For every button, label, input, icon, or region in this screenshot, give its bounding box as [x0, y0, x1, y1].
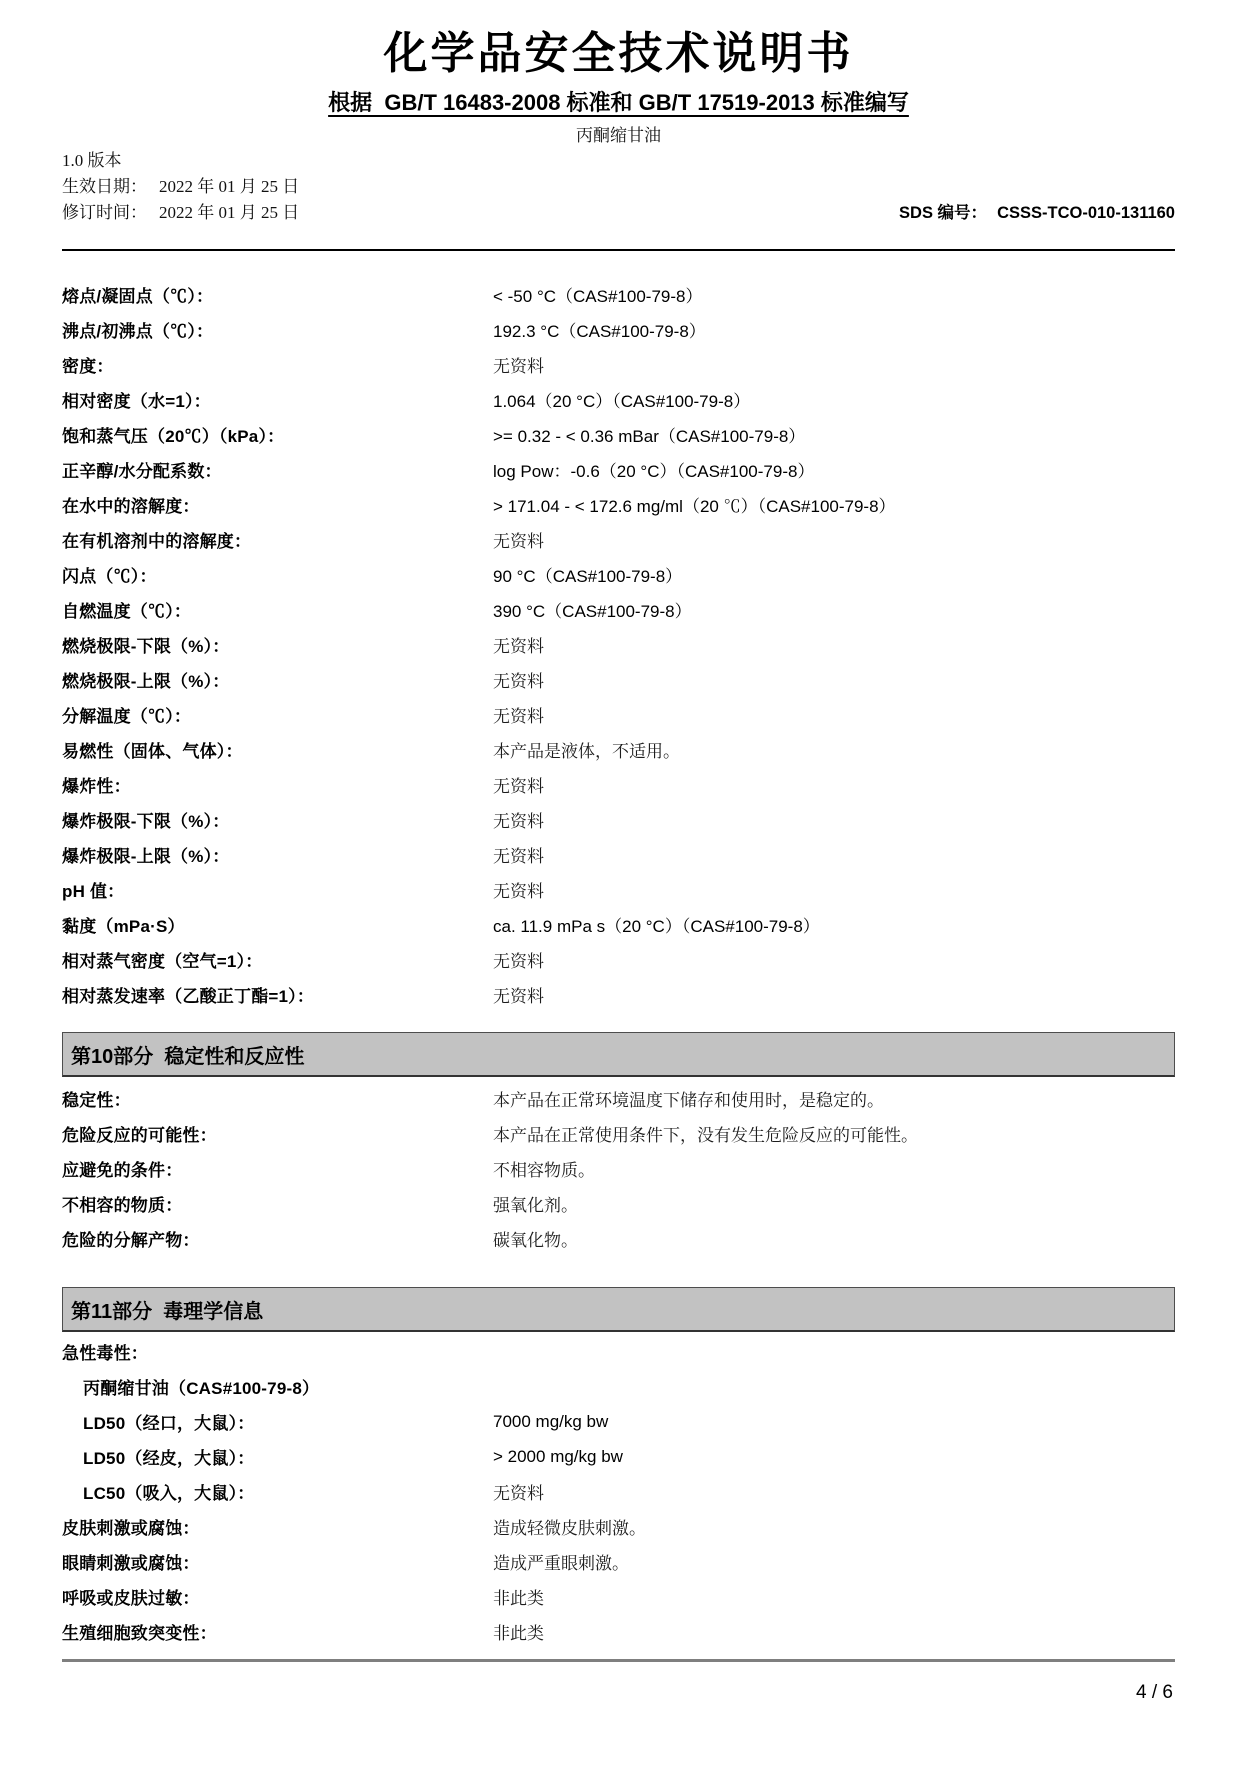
row-label: 沸点/初沸点（℃）： [62, 322, 214, 341]
row-label: 生殖细胞致突变性： [62, 1624, 217, 1643]
row-value: 非此类 [493, 1589, 544, 1608]
table-row [62, 1081, 1175, 1116]
sds-number-group [899, 201, 1175, 225]
section-10-heading: 第10部分 稳定性和反应性 [71, 1045, 305, 1068]
table-row [62, 1544, 1175, 1579]
row-value: 无资料 [493, 357, 544, 376]
table-row [62, 907, 1175, 942]
row-value: 无资料 [493, 532, 544, 551]
table-row [62, 1579, 1175, 1614]
row-value: ca. 11.9 mPa s（20 °C）（CAS#100-79-8） [493, 917, 820, 936]
footer-divider [62, 1659, 1175, 1662]
table-row [62, 767, 1175, 802]
row-value: 造成轻微皮肤刺激。 [493, 1519, 646, 1538]
row-value: 无资料 [493, 777, 544, 796]
sds-number-value: CSSS-TCO-010-131160 [997, 204, 1175, 222]
row-label: 相对密度（水=1）： [62, 392, 211, 411]
row-label: 密度： [62, 357, 114, 376]
revision-date-line [62, 201, 1175, 225]
table-row [62, 1474, 1175, 1509]
section-10-header [62, 1032, 1175, 1077]
document-title: 化学品安全技术说明书 [383, 29, 854, 78]
row-label: 爆炸极限-上限（%）： [62, 847, 230, 866]
row-value: 不相容物质。 [493, 1161, 595, 1180]
row-value: 无资料 [493, 882, 544, 901]
section-10-table [62, 1081, 1175, 1256]
table-row [62, 1369, 1175, 1404]
table-row [62, 802, 1175, 837]
row-label: 相对蒸气密度（空气=1）： [62, 952, 263, 971]
table-row [62, 522, 1175, 557]
row-value: 本产品在正常环境温度下储存和使用时，是稳定的。 [493, 1091, 884, 1110]
table-row [62, 487, 1175, 522]
revision-date-label: 修订时间： [62, 203, 147, 222]
product-name: 丙酮缩甘油 [576, 126, 661, 145]
effective-date-label: 生效日期： [62, 177, 147, 196]
row-value: 7000 mg/kg bw [493, 1411, 609, 1431]
table-row [62, 312, 1175, 347]
row-value: 非此类 [493, 1624, 544, 1643]
revision-date-group [62, 201, 299, 225]
row-label: 分解温度（℃）： [62, 707, 192, 726]
row-value: 90 °C（CAS#100-79-8） [493, 567, 683, 586]
row-label: 正辛醇/水分配系数： [62, 462, 222, 481]
row-value: >= 0.32 - < 0.36 mBar（CAS#100-79-8） [493, 427, 806, 446]
table-row [62, 557, 1175, 592]
row-label: 燃烧极限-下限（%）： [62, 637, 230, 656]
table-row [62, 277, 1175, 312]
section-11-heading: 第11部分 毒理学信息 [71, 1300, 264, 1323]
document-subtitle: 根据 GB/T 16483-2008 标准和 GB/T 17519-2013 标准编写 [328, 90, 909, 115]
row-value: 无资料 [493, 987, 544, 1006]
table-row [62, 942, 1175, 977]
table-row [62, 592, 1175, 627]
row-value: > 2000 mg/kg bw [493, 1446, 623, 1466]
row-label: 危险的分解产物： [62, 1231, 200, 1250]
row-value: 造成严重眼刺激。 [493, 1554, 629, 1573]
table-row [62, 837, 1175, 872]
page-number: 4 / 6 [1136, 1682, 1173, 1703]
row-label: 在水中的溶解度： [62, 497, 200, 516]
row-label: 相对蒸发速率（乙酸正丁酯=1）： [62, 987, 315, 1006]
table-row [62, 872, 1175, 907]
table-row [62, 627, 1175, 662]
effective-date-value: 2022 年 01 月 25 日 [159, 177, 300, 196]
row-value: 192.3 °C（CAS#100-79-8） [493, 322, 706, 341]
row-label: LC50（吸入，大鼠）： [83, 1484, 255, 1503]
table-row [62, 1221, 1175, 1256]
physical-properties-table [62, 277, 1175, 1012]
row-value: 本产品是液体，不适用。 [493, 742, 680, 761]
table-row [62, 417, 1175, 452]
row-value: 无资料 [493, 637, 544, 656]
row-label: 闪点（℃）： [62, 567, 157, 586]
row-value: 强氧化剂。 [493, 1196, 578, 1215]
row-value: 碳氧化物。 [493, 1231, 578, 1250]
table-row [62, 1186, 1175, 1221]
row-value: log Pow：-0.6（20 °C）（CAS#100-79-8） [493, 462, 815, 481]
row-label: 不相容的物质： [62, 1196, 183, 1215]
row-label: LD50（经皮，大鼠）： [83, 1449, 255, 1468]
row-label: 应避免的条件： [62, 1161, 183, 1180]
row-label: 皮肤刺激或腐蚀： [62, 1519, 200, 1538]
row-label: 易燃性（固体、气体）： [62, 742, 243, 761]
effective-date-line [62, 175, 1175, 199]
row-value: 无资料 [493, 1484, 544, 1503]
table-row [62, 1614, 1175, 1649]
row-label: 呼吸或皮肤过敏： [62, 1589, 200, 1608]
table-row [62, 732, 1175, 767]
row-value: 390 °C（CAS#100-79-8） [493, 602, 692, 621]
row-value: 无资料 [493, 847, 544, 866]
table-row [62, 382, 1175, 417]
row-label: 自燃温度（℃）： [62, 602, 192, 621]
table-row [62, 662, 1175, 697]
table-row [62, 1151, 1175, 1186]
row-value: 无资料 [493, 812, 544, 831]
section-11-header [62, 1287, 1175, 1332]
table-row [62, 452, 1175, 487]
row-label: pH 值： [62, 882, 125, 901]
table-row [62, 1334, 1175, 1369]
row-value: > 171.04 - < 172.6 mg/ml（20 ℃）（CAS#100-79-8） [493, 497, 896, 516]
sds-document-page [0, 26, 1240, 1704]
table-row [62, 977, 1175, 1012]
row-label: LD50（经口，大鼠）： [83, 1414, 255, 1433]
row-label: 黏度（mPa·S） [62, 917, 185, 936]
document-subtitle-row [62, 89, 1175, 120]
table-row [62, 1404, 1175, 1439]
table-row [62, 1439, 1175, 1474]
table-row [62, 697, 1175, 732]
row-label: 急性毒性： [62, 1344, 148, 1363]
row-label: 在有机溶剂中的溶解度： [62, 532, 252, 551]
row-value: 无资料 [493, 707, 544, 726]
row-value: < -50 °C（CAS#100-79-8） [493, 287, 703, 306]
table-row [62, 347, 1175, 382]
row-label: 燃烧极限-上限（%）： [62, 672, 230, 691]
revision-date-value: 2022 年 01 月 25 日 [159, 203, 300, 222]
sds-number-label: SDS 编号： [899, 204, 988, 222]
version-label: 1.0 版本 [62, 151, 122, 170]
version-line [62, 149, 1175, 173]
row-label: 危险反应的可能性： [62, 1126, 217, 1145]
row-label: 熔点/凝固点（℃）： [62, 287, 214, 306]
table-row [62, 1509, 1175, 1544]
row-label: 丙酮缩甘油（CAS#100-79-8） [83, 1379, 320, 1398]
row-label: 爆炸极限-下限（%）： [62, 812, 230, 831]
header-divider [62, 249, 1175, 251]
row-value: 无资料 [493, 952, 544, 971]
row-label: 饱和蒸气压（20℃）（kPa）： [62, 427, 285, 446]
row-label: 稳定性： [62, 1091, 131, 1110]
row-value: 1.064（20 °C）（CAS#100-79-8） [493, 392, 751, 411]
table-row [62, 1116, 1175, 1151]
row-value: 本产品在正常使用条件下，没有发生危险反应的可能性。 [493, 1126, 918, 1145]
row-value: 无资料 [493, 672, 544, 691]
row-label: 眼睛刺激或腐蚀： [62, 1554, 200, 1573]
row-label: 爆炸性： [62, 777, 131, 796]
section-11-table [62, 1334, 1175, 1649]
